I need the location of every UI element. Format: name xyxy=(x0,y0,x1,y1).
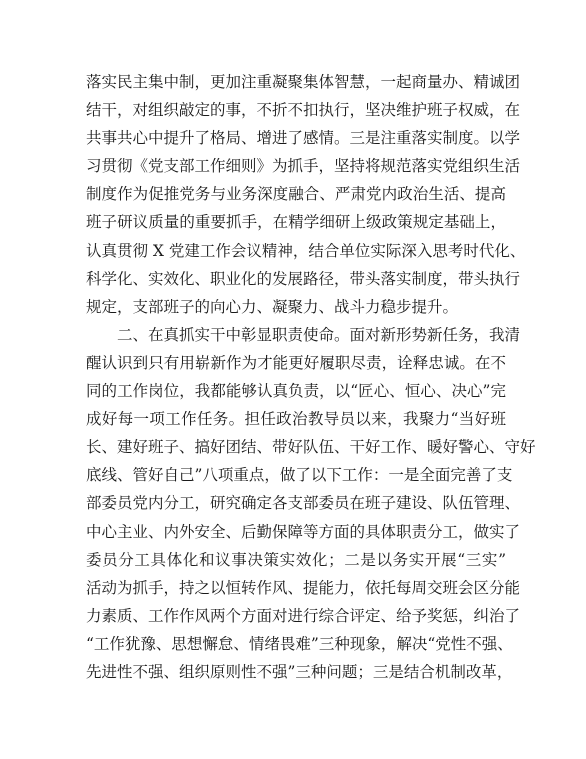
text-line: 制度作为促推党务与业务深度融合、严肃党内政治生活、提高 xyxy=(86,185,506,204)
text-line: 醒认识到只有用崭新作为才能更好履职尽责，诠释忠诚。在不 xyxy=(86,353,506,372)
text-line: 班子研议质量的重要抓手，在精学细研上级政策规定基础上， xyxy=(86,213,506,232)
text-line: 成好每一项工作任务。担任政治教导员以来，我聚力“当好班 xyxy=(86,410,506,429)
text-line: 活动为抓手，持之以恒转作风、提能力，依托每周交班会区分能 xyxy=(86,578,521,597)
text-line: 长、建好班子、搞好团结、带好队伍、干好工作、暖好警心、守好 xyxy=(86,438,536,457)
text-line: 部委员党内分工，研究确定各支部委员在班子建设、队伍管理、 xyxy=(86,494,521,513)
text-line: 同的工作岗位，我都能够认真负责，以“匠心、恒心、决心”完 xyxy=(86,382,506,401)
section-heading-line: 二、在真抓实干中彰显职责使命。面对新形势新任务，我清 xyxy=(117,325,521,344)
text-line: 中心主业、内外安全、后勤保障等方面的具体职责分工，做实了 xyxy=(86,522,521,541)
text-line: 先进性不强、组织原则性不强”三种问题；三是结合机制改革， xyxy=(86,662,513,681)
text-line: 委员分工具体化和议事决策实效化；二是以务实开展“三实” xyxy=(86,550,506,569)
text-line: 落实民主集中制，更加注重凝聚集体智慧，一起商量办、精诚团 xyxy=(86,73,521,91)
text-line: 科学化、实效化、职业化的发展路径，带头落实制度，带头执行 xyxy=(86,269,521,288)
text-line: 底线、管好自己”八项重点，做了以下工作：一是全面完善了支 xyxy=(86,466,513,485)
body-text xyxy=(86,68,536,686)
text-line: 力素质、工作作风两个方面对进行综合评定、给予奖惩，纠治了 xyxy=(86,606,521,625)
paragraph-end-line: 规定，支部班子的向心力、凝聚力、战斗力稳步提升。 xyxy=(86,297,459,316)
text-line: 结干，对组织敲定的事，不折不扣执行，坚决维护班子权威，在 xyxy=(86,101,521,120)
text-line: 习贯彻《党支部工作细则》为抓手，坚持将规范落实党组织生活 xyxy=(86,157,521,176)
text-line: 共事共心中提升了格局、增进了感情。三是注重落实制度。以学 xyxy=(86,129,521,148)
text-line: “工作犹豫、思想懈怠、情绪畏难”三种现象，解决“党性不强、 xyxy=(86,634,513,653)
text-line: 认真贯彻 X 党建工作会议精神，结合单位实际深入思考时代化、 xyxy=(86,241,526,260)
